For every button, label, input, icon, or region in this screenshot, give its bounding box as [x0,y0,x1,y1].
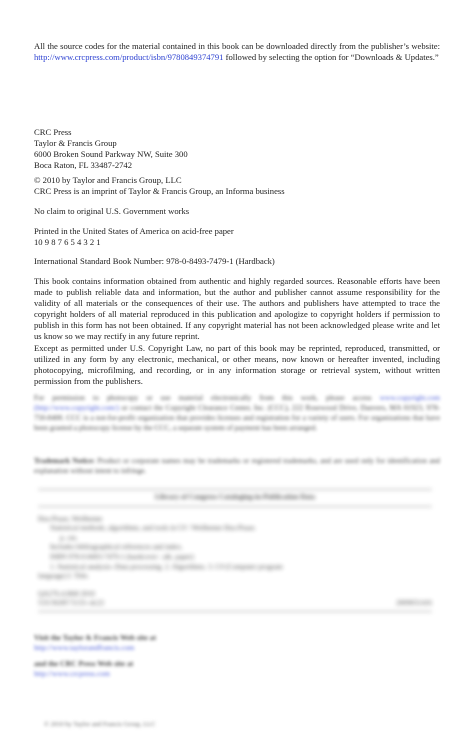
copyright-line: © 2010 by Taylor and Francis Group, LLC [34,175,182,185]
printed-in-line: Printed in the United States of America on acid-free paper [34,226,234,236]
no-claim-text: No claim to original U.S. Government works [34,206,190,216]
cip-includes: Includes bibliographical references and index. [50,543,183,552]
no-claim-notice [34,206,440,217]
web-sites [34,633,440,679]
isbn-text: International Standard Book Number: 978-0-8493-7479-1 (Hardback) [34,256,275,266]
printing-info [34,226,440,248]
publisher-city: Boca Raton, FL 33487-2742 [34,160,133,170]
tf-website-label: Visit the Taylor & Francis Web site at [34,633,156,642]
cip-lccn: 2009031416 [396,599,432,608]
crc-website-label: and the CRC Press Web site at [34,659,134,668]
cip-subjects-1: 1. Statistical analysis--Data processing. 2. Algorithms. 3. C# (Computer program [50,562,283,571]
publisher-address [34,127,440,171]
copyright-law-text: Except as permitted under U.S. Copyright Law, no part of this book may be reprinted, reproduced, transmitted, or utilized in any form by any electronic, mechanical, or other means, now known or hereafter invented, including photocopying, microfilming, and recording, or in any information storage or retrieval system, without written permission from the publishers. [34,343,440,386]
cip-title-line: Statistical methods, algorithms, and tools in C# / Weilhenne Hsu-Pease. [50,524,257,533]
trademark-paragraph [34,456,440,476]
tf-website-link[interactable]: http://www.taylorandfrancis.com [34,643,135,652]
copyright-com-link[interactable]: www.copyright.com (http://www.copyright.com/) [34,393,440,412]
publisher-product-link[interactable]: http://www.crcpress.com/product/isbn/9780849374791 [34,52,224,62]
permission-paragraph [34,393,440,433]
cip-subjects-2: language) I. Title. [38,572,90,581]
copyright-law-paragraph [34,343,440,386]
cip-block [38,489,432,612]
publisher-name: CRC Press [34,127,72,137]
cip-lc-call: QA276.4.H68 2010 [38,589,95,598]
cip-pages: p. cm. [60,533,78,542]
cip-title: Library of Congress Cataloging-in-Publication Data [38,489,432,507]
publisher-group: Taylor & Francis Group [34,138,117,148]
intro-text: All the source codes for the material contained in this book can be downloaded directly from the publisher’s website: [34,41,440,51]
cip-author: Hsu-Pease, Weilhenne [38,514,103,523]
trademark-text: Product or corporate names may be trademarks or registered trademarks, and are used only for identification and explanation without intent to infringe. [34,456,440,475]
disclaimer-text: This book contains information obtained from authentic and highly regarded sources. Reasonable efforts have been made to publish reliable data and information, but the author and publisher cannot assume responsibility for the validity of all materials or the consequences of their use. The authors and publishers have attempted to trace the copyright holders of all material reproduced in this publication and apologize to copyright holders if permission to publish in this form has not been obtained. If any copyright material has not been acknowledged please write and let us know so we may rectify in any future reprint. [34,276,440,341]
trademark-label: Trademark Notice: [34,456,95,465]
publisher-street: 6000 Broken Sound Parkway NW, Suite 300 [34,149,188,159]
copyright-notice [34,175,440,197]
intro-text-after: followed by selecting the option for “Downloads & Updates.” [223,52,439,62]
page-footer: © 2010 by Taylor and Francis Group, LLC [44,721,156,728]
cip-isbn: ISBN 978-0-8493-7479-1 (hardcover : alk. paper) [50,552,194,561]
source-code-note [34,41,440,63]
print-run-line: 10 9 8 7 6 5 4 3 2 1 [34,237,101,247]
permission-text-after: or contact the Copyright Clearance Center, Inc. (CCC), 222 Rosewood Drive, Danvers, MA 01923, 978-750-8400. CCC is a not-for-profit organization that provides licenses and registration for a variety of users. For organizations that have been granted a photocopy license by the CCC, a separate system of payment has been arranged. [34,403,440,432]
isbn-notice [34,256,440,267]
imprint-line: CRC Press is an imprint of Taylor & Francis Group, an Informa business [34,186,285,196]
crc-website-link[interactable]: http://www.crcpress.com [34,669,110,678]
disclaimer-paragraph [34,276,440,342]
cip-dewey: 519.50285’5133--dc22 [38,599,105,608]
permission-text: For permission to photocopy or use material electronically from this work, please access [34,393,380,402]
